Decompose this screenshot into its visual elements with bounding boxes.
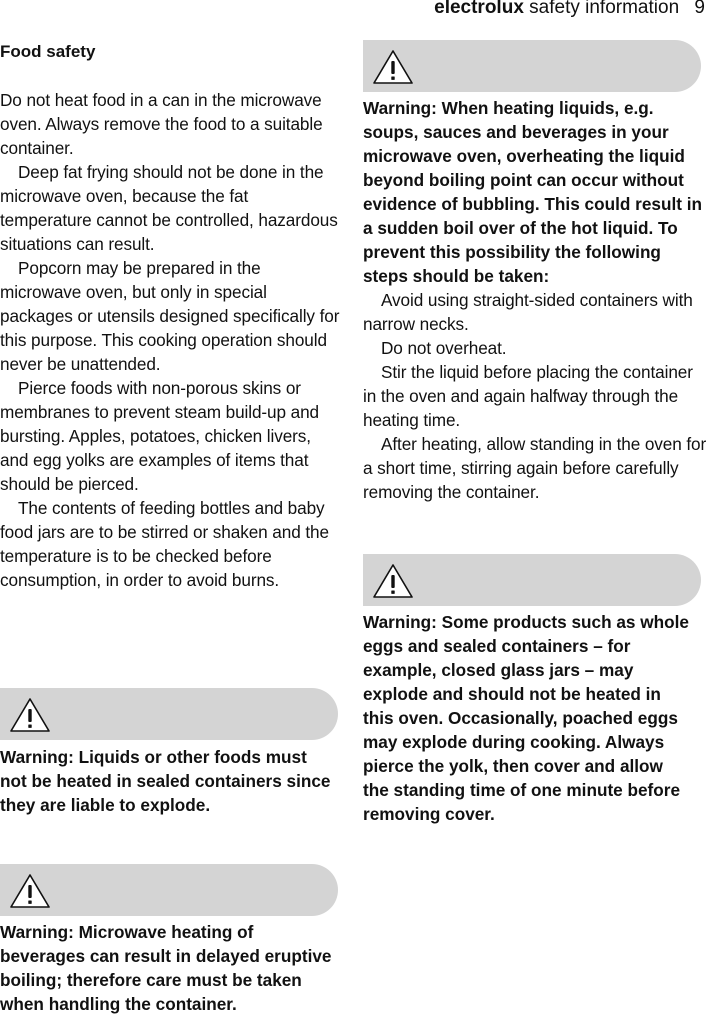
- step-item: Do not overheat.: [381, 338, 507, 358]
- step-item: After heating, allow standing in the oven for a short time, stirring again before carefully removing the container.: [363, 434, 707, 502]
- paragraph: Popcorn may be prepared in the microwave oven, but only in special packages or utensils designed specifically for this purpose. This cooking operation should never be unattended.: [0, 258, 340, 374]
- steps-list: [363, 288, 707, 504]
- paragraph: Do not heat food in a can in the microwave oven. Always remove the food to a suitable container.: [0, 90, 323, 158]
- food-safety-text: [0, 88, 340, 592]
- paragraph: Deep fat frying should not be done in the microwave oven, because the fat temperature cannot be controlled, hazardous situations can result.: [0, 162, 338, 254]
- step-item: Stir the liquid before placing the container in the oven and again halfway through the heating time.: [363, 362, 693, 430]
- warning-text: Warning: Liquids or other foods must not be heated in sealed containers since they are liable to explode.: [0, 747, 331, 815]
- section-title: safety information: [529, 0, 680, 18]
- page-header: [434, 0, 705, 19]
- warning-triangle-icon: [371, 562, 415, 600]
- warning-banner: [0, 688, 338, 740]
- page-number: 9: [694, 0, 705, 18]
- warning-lead: Warning: When heating liquids, e.g. soups, sauces and beverages in your microwave oven, overheating the liquid beyond boiling point can occur without evidence of bubbling. This could result in a sudden boil over of the hot liquid. To prevent this possibility the following steps should be taken:: [363, 98, 702, 286]
- warning-text: Warning: Microwave heating of beverages can result in delayed eruptive boiling; therefore care must be taken when handling the container.: [0, 922, 332, 1014]
- warning-text: Warning: Some products such as whole eggs and sealed containers – for example, closed glass jars – may explode and should not be heated in this oven. Occasionally, poached eggs may explode during cooking. Always pierce the yolk, then cover and allow the standing time of one minute before removing cover.: [363, 612, 689, 824]
- warning-banner: [363, 554, 701, 606]
- step-item: Avoid using straight-sided containers with narrow necks.: [363, 290, 693, 334]
- section-heading: Food safety: [0, 42, 96, 61]
- warning-banner: [0, 864, 338, 916]
- paragraph: The contents of feeding bottles and baby food jars are to be stirred or shaken and the temperature is to be checked before consumption, in order to avoid burns.: [0, 498, 329, 590]
- warning-triangle-icon: [371, 48, 415, 86]
- paragraph: Pierce foods with non-porous skins or membranes to prevent steam build-up and bursting. Apples, potatoes, chicken livers, and egg yolks are examples of items that should be pierced.: [0, 378, 320, 494]
- warning-banner: [363, 40, 701, 92]
- warning-triangle-icon: [8, 872, 52, 910]
- warning-triangle-icon: [8, 696, 52, 734]
- brand-name: electrolux: [434, 0, 524, 18]
- warning-text: [363, 96, 707, 504]
